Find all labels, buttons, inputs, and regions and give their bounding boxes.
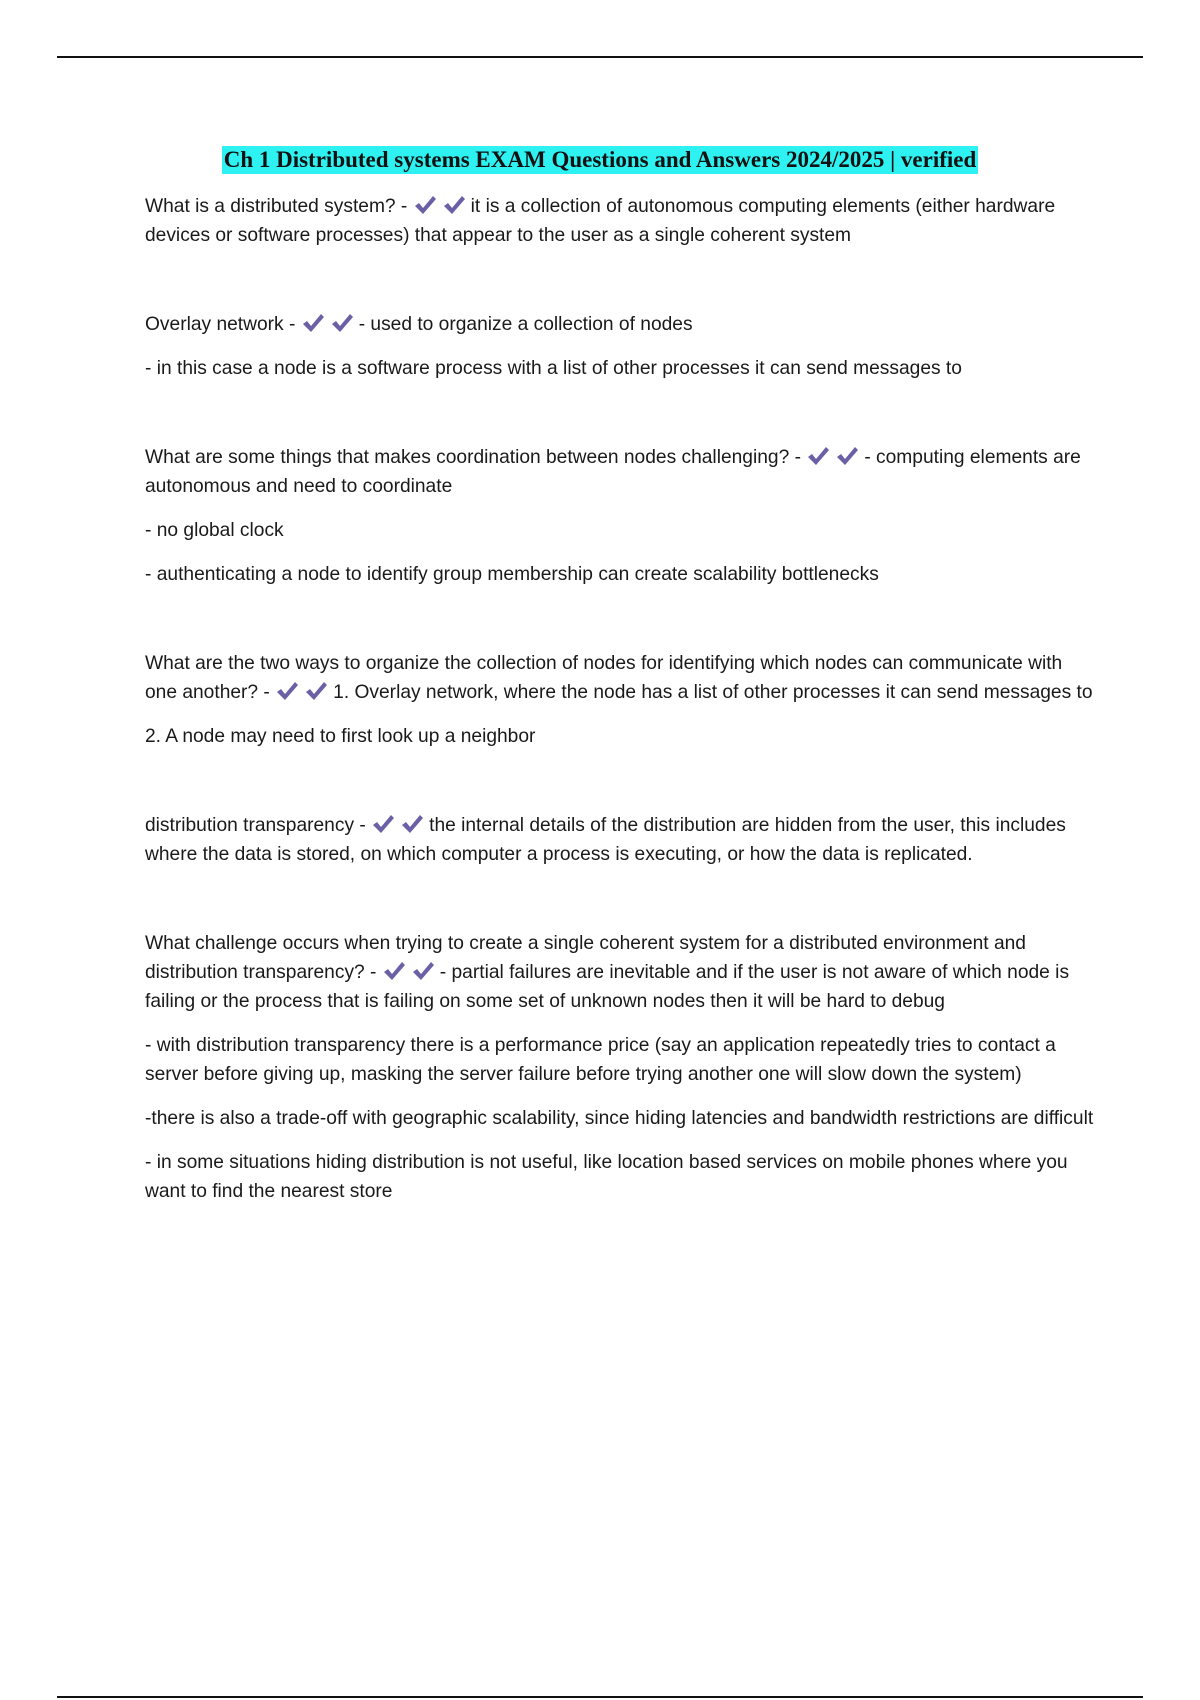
question-text: What are the two ways to organize the collection of nodes for identifying which nodes can communicate with one another? - xyxy=(145,653,1063,703)
answer-extra-paragraph: - with distribution transparency there is a performance price (say an application repeatedly tries to contact a server before giving up, masking the server failure before trying another one will slow down the system) xyxy=(145,1035,1056,1085)
qa-first-paragraph xyxy=(145,443,1095,501)
check-icon xyxy=(411,960,435,982)
check-icon xyxy=(835,445,859,467)
answer-text: it is a collection of autonomous computing elements (either hardware devices or software processes) that appear to the user as a single coherent system xyxy=(145,196,1056,246)
check-icon xyxy=(382,960,406,982)
answer-extra-paragraph: - in this case a node is a software process with a list of other processes it can send messages to xyxy=(145,358,962,379)
answer-extra-paragraph: -there is also a trade-off with geographic scalability, since hiding latencies and bandwidth restrictions are difficult xyxy=(145,1108,1094,1129)
check-icon xyxy=(275,680,299,702)
qa-first-paragraph xyxy=(145,310,1095,339)
question-text: What is a distributed system? - xyxy=(145,196,408,217)
answer-extra-paragraph: - in some situations hiding distribution is not useful, like location based services on mobile phones where you want to find the nearest store xyxy=(145,1152,1068,1202)
qa-item xyxy=(145,929,1095,1206)
qa-item xyxy=(145,811,1095,869)
answer-extra-paragraph: - no global clock xyxy=(145,520,284,541)
check-icon xyxy=(301,312,325,334)
check-icon xyxy=(371,813,395,835)
title-wrap xyxy=(0,146,1200,174)
qa-first-paragraph xyxy=(145,192,1095,250)
check-icon xyxy=(413,194,437,216)
question-text: What are some things that makes coordination between nodes challenging? - xyxy=(145,447,801,468)
check-icon xyxy=(806,445,830,467)
answer-text: the internal details of the distribution are hidden from the user, this includes where the data is stored, on which computer a process is executing, or how the data is replicated. xyxy=(145,815,1066,865)
qa-item xyxy=(145,192,1095,250)
question-text: What challenge occurs when trying to create a single coherent system for a distributed environment and distribution transparency? - xyxy=(145,933,1026,983)
top-rule xyxy=(57,56,1143,58)
answer-text: - partial failures are inevitable and if the user is not aware of which node is failing or the process that is failing on some set of unknown nodes then it will be hard to debug xyxy=(145,962,1070,1012)
qa-item xyxy=(145,649,1095,751)
check-icon xyxy=(442,194,466,216)
document-title: Ch 1 Distributed systems EXAM Questions and Answers 2024/2025 | verified xyxy=(223,147,977,172)
qa-item xyxy=(145,443,1095,589)
qa-first-paragraph xyxy=(145,929,1095,1016)
answer-extra-paragraph: - authenticating a node to identify group membership can create scalability bottlenecks xyxy=(145,564,879,585)
qa-item xyxy=(145,310,1095,383)
question-text: Overlay network - xyxy=(145,314,296,335)
check-icon xyxy=(304,680,328,702)
answer-extra-paragraph: 2. A node may need to first look up a neighbor xyxy=(145,726,536,747)
qa-first-paragraph xyxy=(145,649,1095,707)
qa-list xyxy=(145,192,1095,1206)
qa-first-paragraph xyxy=(145,811,1095,869)
answer-text: - computing elements are autonomous and need to coordinate xyxy=(145,447,1081,497)
answer-text: - used to organize a collection of nodes xyxy=(358,314,693,335)
question-text: distribution transparency - xyxy=(145,815,366,836)
check-icon xyxy=(330,312,354,334)
answer-text: 1. Overlay network, where the node has a list of other processes it can send messages to xyxy=(333,682,1093,703)
bottom-rule xyxy=(57,1696,1143,1698)
check-icon xyxy=(400,813,424,835)
